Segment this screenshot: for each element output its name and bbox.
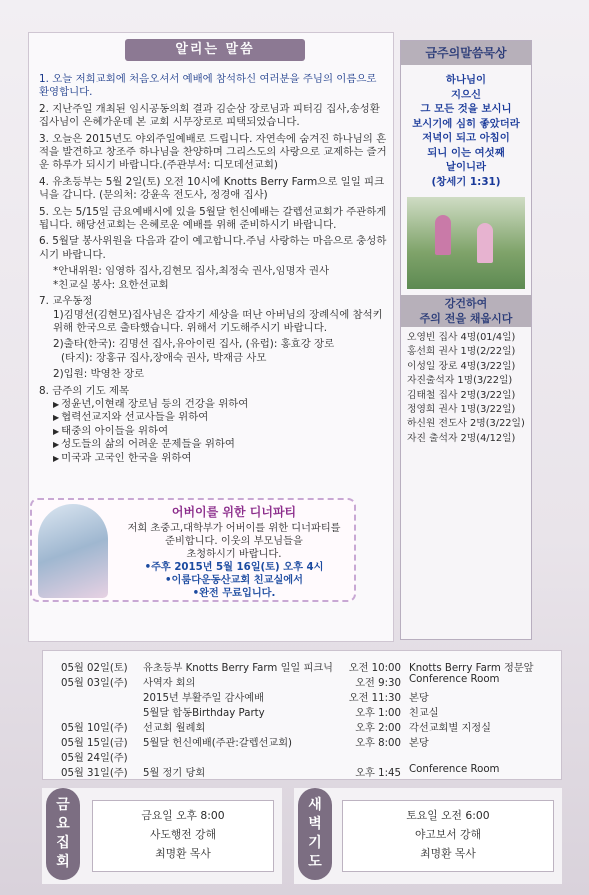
verse-text	[401, 65, 531, 189]
friday-topic: 사도행전 강해	[149, 828, 216, 841]
dinner-when: •주후 2015년 5월 16일(토) 오후 4시	[144, 562, 324, 573]
dawn-time: 토요일 오전 6:00	[406, 809, 490, 822]
attendance-row: 오영빈 집사 4명(01/4일)	[407, 332, 516, 343]
table-row	[59, 734, 536, 749]
announcement-subitem: 2)출타(한국): 김명선 집사,유아이린 집사, (유럽): 홍효강 장로	[53, 338, 335, 351]
attendance-row: 하신원 전도사 2명(3/22일)	[407, 418, 525, 430]
schedule-table	[42, 650, 562, 780]
schedule-date	[59, 689, 141, 704]
announcement-item: 3. 오늘은 2015년도 야외주일예배로 드립니다. 자연속에 숨겨진 하나님의 흔적을 발견하고 창조주 하나님을 찬양하며 그리스도의 사랑으로 교제하는 즐거운 하루가 되시기 바랍니다.(주관부서: 디모데선교회)	[39, 132, 387, 172]
schedule-date: 05월 31일(주)	[61, 768, 128, 779]
friday-service-info	[92, 800, 274, 872]
table-row	[59, 674, 536, 689]
dawn-preacher: 최명환 목사	[420, 847, 476, 860]
table-row	[59, 689, 536, 704]
attendance-header-line: 주의 전을 채웁시다	[419, 312, 513, 325]
schedule-date: 05월 02일(토)	[61, 663, 128, 674]
announcements-title: 알리는 말씀	[125, 39, 305, 61]
dinner-line: 저희 초중고,대학부가 어버이를 위한 디너파티를	[127, 523, 341, 534]
sidebar	[400, 40, 532, 640]
schedule-event	[141, 749, 335, 764]
announcement-subitem: 2)입원: 박영찬 장로	[53, 368, 145, 381]
announcement-subitem: (타지): 장홍규 집사,장애숙 권사, 박재금 사모	[61, 351, 267, 364]
verse-line: 보시기에 심히 좋았더라	[412, 117, 520, 130]
attendance-row: 이성일 장로 4명(3/22일)	[407, 360, 516, 372]
dinner-text	[114, 506, 354, 600]
schedule-time: 오후 1:00	[355, 708, 402, 719]
verse-line: 하나님이	[445, 74, 487, 86]
friday-service-label	[46, 788, 80, 880]
announcement-item: 6. 5월달 봉사위원을 다음과 같이 예고합니다.주님 사랑하는 마음으로 충성하시기 바랍니다.	[39, 235, 387, 261]
friday-preacher: 최명환 목사	[155, 847, 211, 860]
schedule-event: 유초등부 Knotts Berry Farm 일일 피크닉	[143, 663, 334, 674]
dinner-line: 초청하시기 바랍니다.	[186, 549, 282, 560]
schedule-place: 본당	[409, 693, 429, 704]
dawn-topic: 야고보서 강해	[414, 828, 481, 841]
announcement-item: 4. 유초등부는 5월 2일(토) 오전 10시에 Knotts Berry Farm으로 일일 피크닉을 갑니다. (문의처: 강윤옥 전도사, 정경애 집사)	[39, 175, 385, 202]
table-row	[59, 749, 536, 764]
dawn-prayer-label	[298, 788, 332, 880]
schedule-event: 사역자 회의	[143, 678, 196, 689]
verse-line: 지으신	[450, 88, 482, 101]
table-row	[59, 659, 536, 674]
table-row	[59, 704, 536, 719]
schedule-date: 05월 10일(주)	[61, 723, 128, 734]
schedule-place: 본당	[409, 738, 429, 749]
table-row	[59, 719, 536, 734]
schedule-event: 선교회 월례회	[143, 723, 206, 734]
schedule-date: 05월 03일(주)	[61, 678, 128, 689]
attendance-header	[401, 295, 531, 327]
prayer-list	[39, 398, 389, 465]
announcement-item: 2. 지난주일 개최된 임시공동의회 결과 김순삼 장로님과 피터김 집사,송성환 집사님이 은혜가운데 본 교회 시무장로로 피택되었습니다.	[39, 102, 380, 129]
announcement-subitem: *안내위원: 임영하 집사,김현모 집사,최정숙 권사,임명자 권사	[53, 265, 330, 278]
attendance-row: 자진출석자 1명(3/22일)	[407, 375, 513, 387]
announcement-item: 7. 교우동정	[39, 295, 93, 308]
schedule-time: 오후 2:00	[355, 723, 402, 734]
dinner-title: 어버이를 위한 디너파티	[171, 505, 297, 519]
schedule-place: 각선교회별 지정실	[409, 723, 491, 734]
table-row	[59, 764, 536, 779]
attendance-row: 홍선희 권사 1명(2/22일)	[407, 346, 516, 358]
announcement-item: 1. 오늘 저희교회에 처음오셔서 예배에 참석하신 여러분을 주님의 이름으로 환영합니다.	[39, 73, 377, 99]
announcement-item: 8. 금주의 기도 제목	[39, 384, 130, 397]
attendance-header-line: 강건하여	[444, 297, 488, 310]
schedule-event: 5월달 합동Birthday Party	[143, 708, 265, 719]
dawn-prayer-info	[342, 800, 554, 872]
friday-time: 금요일 오후 8:00	[141, 809, 225, 822]
schedule-place: Knotts Berry Farm 정문앞	[409, 663, 534, 674]
prayer-item: ▶ 성도들의 삶의 어려운 문제들을 위하여	[53, 438, 389, 451]
schedule-time: 오전 9:30	[355, 678, 402, 689]
schedule-time: 오후 1:45	[355, 768, 402, 779]
child-figure	[477, 223, 493, 263]
announcement-list	[39, 73, 389, 465]
attendance-row: 자진 출석자 2명(4/12일)	[407, 432, 516, 444]
prayer-item: ▶ 미국과 고국인 한국을 위하여	[53, 452, 389, 465]
schedule-time	[335, 749, 407, 764]
dawn-label-text: 새벽기도	[308, 797, 322, 870]
announcement-subitem: *친교실 봉사: 요한선교회	[53, 278, 169, 291]
parents-illustration	[38, 504, 108, 598]
verse-line: 되니 이는 여섯째	[427, 146, 505, 159]
schedule-time: 오후 8:00	[355, 738, 402, 749]
schedule-time: 오전 11:30	[348, 693, 402, 704]
verse-header: 금주의말씀묵상	[401, 41, 531, 65]
schedule-event: 5월달 헌신예배(주관:갈렙선교회)	[143, 738, 293, 749]
schedule-place: Conference Room	[409, 764, 500, 775]
verse-line: 날이니라	[445, 161, 487, 173]
schedule-time: 오전 10:00	[348, 663, 402, 674]
verse-line: 그 모든 것을 보시니	[420, 103, 512, 115]
child-figure	[435, 215, 451, 255]
announcement-item: 5. 오는 5/15일 금요예배시에 있을 5월달 헌신예배는 갈렙선교회가 주관하게 됩니다. 해당선교회는 은혜로운 예배를 위해 준비하시기 바랍니다.	[39, 205, 387, 232]
schedule-place	[407, 749, 536, 764]
schedule-place: Conference Room	[409, 674, 500, 685]
schedule-event: 2015년 부활주일 감사예배	[143, 693, 264, 704]
prayer-item: ▶ 협력선교지와 선교사들을 위하여	[53, 411, 389, 424]
schedule-date: 05월 24일(주)	[61, 753, 128, 764]
dinner-line: 준비합니다. 이웃의 부모님들을	[165, 536, 303, 547]
schedule-place: 친교실	[409, 708, 439, 719]
schedule-date: 05월 15일(금)	[61, 738, 128, 749]
children-photo	[407, 197, 525, 289]
attendance-row: 정영희 권사 1명(3/22일)	[407, 404, 516, 416]
verse-reference: (창세기 1:31)	[431, 175, 501, 188]
dinner-fee: •완전 무료입니다.	[192, 588, 276, 599]
dinner-where: •이룸다운동산교회 친교실에서	[165, 575, 303, 586]
schedule-date	[59, 704, 141, 719]
attendance-row: 김태철 집사 2명(3/22일)	[407, 389, 516, 401]
verse-line: 저녁이 되고 아침이	[422, 132, 510, 144]
friday-label-text: 금요집회	[56, 797, 70, 870]
prayer-item: ▶ 정윤년,이현래 장로님 등의 건강을 위하여	[53, 398, 389, 411]
prayer-item: ▶ 태중의 아이들을 위하여	[53, 425, 389, 438]
announcement-subitem: 1)김명선(김현모)집사님은 갑자기 세상을 떠난 아버님의 장례식에 참석키 위해 한국으로 출타했습니다. 위해서 기도해주시기 바랍니다.	[53, 308, 383, 334]
schedule-event: 5월 정기 당회	[143, 768, 206, 779]
attendance-list	[401, 327, 531, 450]
dinner-party-box	[30, 498, 356, 602]
